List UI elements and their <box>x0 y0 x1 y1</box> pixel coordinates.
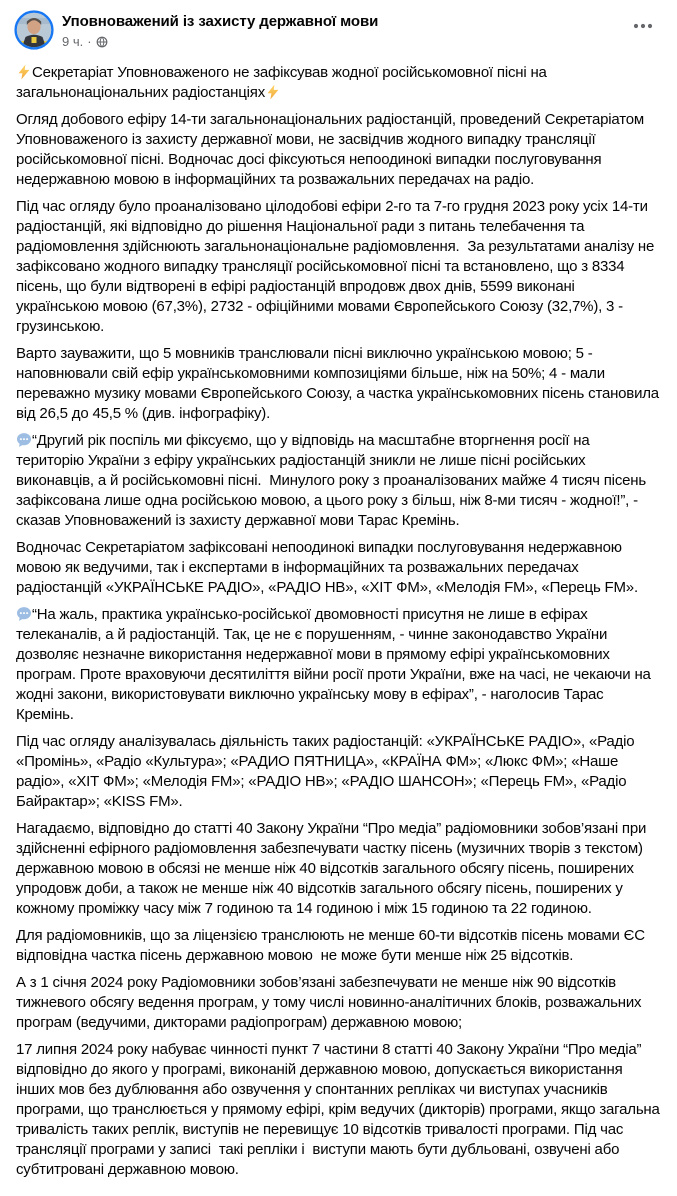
meta-separator: · <box>87 34 92 49</box>
post-paragraph: Варто зауважити, що 5 мовників транслювали пісні виключно українською мовою; 5 - наповнювали свій ефір українськомовними композиціями більше, ніж на 50%; 4 - мали переважно музику мовами Європейського Союзу, а частка українськомовних пісень становила від 26,5 до 45,5 % (див. інфографіку). <box>16 345 663 422</box>
post-paragraph: Під час огляду було проаналізовано цілодобові ефіри 2-го та 7-го грудня 2023 року усіх 14-ти радіостанцій, які відповідно до рішення Національної ради з питань телебачення та радіомовлення здійснюють загальнонаціональне радіомовлення. За результатами аналізу не зафіксовано жодного випадку трансляції російськомовної пісні та встановлено, що з 8334 пісень, що були відтворені в ефірі радіостанцій впродовж двох днів, 5599 виконані українською мовою (67,3%), 2732 - офіційними мовами Європейського Союзу (32,7%), 3 - грузинською. <box>16 198 659 335</box>
post-paragraph-quote <box>16 431 661 531</box>
post-options-button[interactable] <box>625 8 661 44</box>
timestamp[interactable]: 9 ч. <box>62 34 84 49</box>
lightning-icon <box>16 64 32 80</box>
post-paragraph: Огляд добового ефіру 14-ти загальнонаціональних радіостанцій, проведений Секретаріатом Уповноваженого із захисту державної мови, не засвідчив жодного випадку трансляції російськомовної пісні. Водночас досі фіксуються непоодинокі випадки послуговування недержавною мовою в інформаційних та розважальних передачах на радіо. <box>16 111 648 188</box>
speech-balloon-icon <box>16 432 32 448</box>
ellipsis-icon <box>631 14 655 38</box>
quote-text: “Другий рік поспіль ми фіксуємо, що у відповідь на масштабне вторгнення росії на територію України з ефіру українських радіостанцій зникли не лише пісні російських виконавців, а й російськомовні пісні. Минулого року з проаналізованих майже 4 тисяч пісень зафіксована лише одна російською мовою, а цього року з більш, ніж 8-ми тисяч - жодної!”, - сказав Уповноважений із захисту державної мови Тарас Кремінь. <box>16 432 650 529</box>
post-paragraph: Під час огляду аналізувалась діяльність таких радіостанцій: «УКРАЇНСЬКЕ РАДІО», «Радіо «Промінь», «Радіо «Культура»; «РАДИО ПЯТНИЦА», «КРАЇНА ФМ»; «Люкс ФМ»; «Наше радіо», «ХІТ ФМ»; «Мелодія FM»; «РАДІО НВ»; «РАДІО ШАНСОН»; «Перець FM», «Радіо Байрактар»; «KISS FM». <box>16 733 639 810</box>
header-info <box>62 10 625 50</box>
page-name[interactable]: Уповноважений із захисту державної мови <box>62 13 379 30</box>
post-body <box>0 50 677 1196</box>
avatar[interactable] <box>14 10 54 50</box>
post-meta <box>62 34 625 50</box>
post-paragraph: Водночас Секретаріатом зафіксовані непоодинокі випадки послуговування недержавною мовою як ведучими, так і експертами в інформаційних та розважальних передачах радіостанцій «УКРАЇНСЬКЕ РАДІО», «РАДІО НВ», «ХІТ ФМ», «Мелодія FM», «Перець FM». <box>16 539 638 596</box>
profile-photo <box>14 10 54 50</box>
post-paragraph: А з 1 січня 2024 року Радіомовники зобов’язані забезпечувати не менше ніж 90 відсотків тижневого обсягу ведення програм, у тому числі новинно-аналітичних блоків, розважальних програм (ведучими, дикторами радіопрограм) державною мовою; <box>16 974 646 1031</box>
speech-balloon-icon <box>16 606 32 622</box>
quote-text: “На жаль, практика українсько-російської двомовності присутня не лише в ефірах телеканалів, а й радіостанцій. Так, це не є порушенням, - чинне законодавство України дозволяє незначне використання недержавної мови в прямому ефірі українськомовних програм. Проте враховуючи десятиліття війни росії проти України, вже на часі, не чекаючи на жодні закони, використовувати виключно українську мову в ефірах”, - наголосив Тарас Кремінь. <box>16 606 655 723</box>
post-paragraph-quote <box>16 605 661 725</box>
post-title-text: Секретаріат Уповноваженого не зафіксував жодної російськомовної пісні на загальнонаціональних радіостанціях <box>16 64 551 101</box>
lightning-icon <box>265 84 281 100</box>
post-header <box>0 0 677 50</box>
post-paragraph: 17 липня 2024 року набуває чинності пункт 7 частини 8 статті 40 Закону України “Про медіа” відповідно до якого у програмі, виконаній державною мовою, допускається використання інших мов без дублювання або озвучення у спонтанних репліках чи виступах учасників програми, що транслюється у прямому ефірі, крім ведучих (дикторів) програми, якщо загальна тривалість таких реплік, виступів не перевищує 10 відсотків тривалості програми. Під час трансляції програми у записі такі репліки і виступи мають бути дубльовані, озвучені або субтитровані державною мовою. <box>16 1041 664 1178</box>
post-paragraph: Для радіомовників, що за ліцензією транслюють не менше 60-ти відсотків пісень мовами ЄС відповідна частка пісень державною мовою не може бути менше ніж 25 відсотків. <box>16 927 649 964</box>
post-title <box>16 63 661 103</box>
post-paragraph: Нагадаємо, відповідно до статті 40 Закону України “Про медіа” радіомовники зобов’язані при здійсненні ефірного радіомовлення забезпечувати частку пісень (музичних творів з текстом) державною мовою в обсязі не менше ніж 40 відсотків загального обсягу пісень, поширених упродовж доби, а також не менше ніж 40 відсотків загального обсягу пісень, поширених у кожному проміжку часу між 7 годиною та 14 годиною і між 15 годиною та 22 годиною. <box>16 820 651 917</box>
globe-icon <box>96 36 108 48</box>
